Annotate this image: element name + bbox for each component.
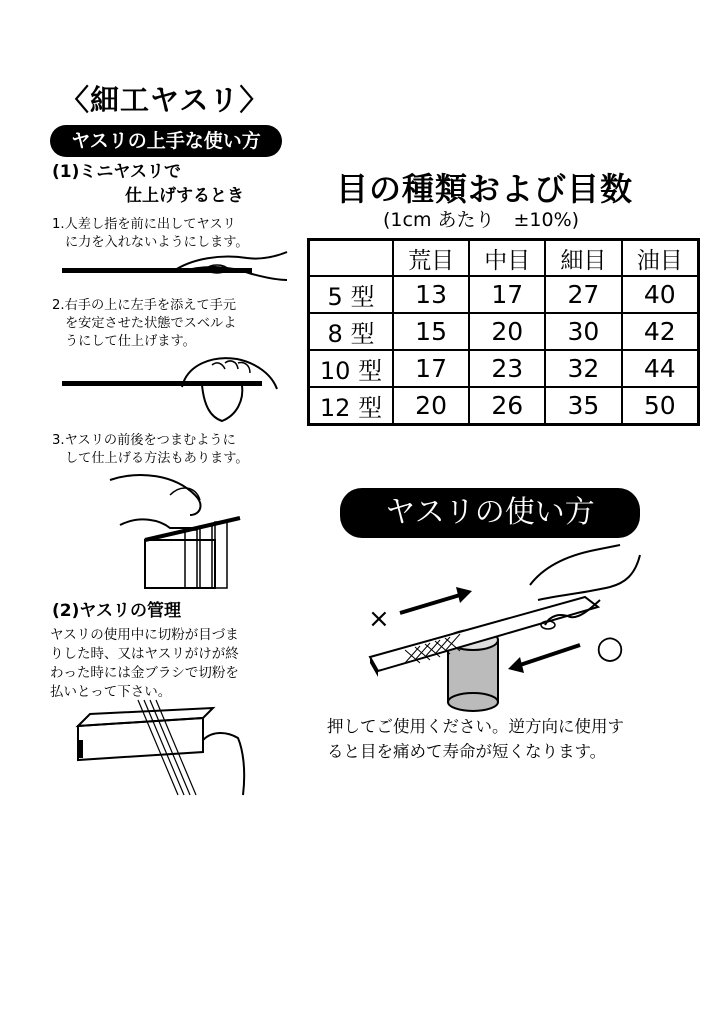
teeth-count-table <box>307 238 700 426</box>
table-cell: 20 <box>393 387 469 425</box>
step-3-line: して仕上げる方法もあります。 <box>65 451 249 466</box>
table-cell: 26 <box>469 387 545 425</box>
file-care-line: ヤスリの使用中に切粉が目づま <box>50 627 239 643</box>
section1-heading: (1)ミニヤスリで <box>52 162 182 182</box>
section1-heading-cont: 仕上げするとき <box>125 186 244 206</box>
table-header-cell <box>309 240 394 277</box>
table-cell: 17 <box>469 276 545 313</box>
step-3-text <box>52 432 249 468</box>
table-cell: 40 <box>622 276 699 313</box>
table-cell: 13 <box>393 276 469 313</box>
step-1-text <box>52 216 249 252</box>
teeth-table-subtitle: (1cm あたり ±10%) <box>383 209 580 231</box>
section-pill-how-to-use: ヤスリの使い方 <box>340 488 640 538</box>
table-row <box>309 350 699 387</box>
table-cell: 30 <box>545 313 621 350</box>
file-care-line: 払いとって下さい。 <box>50 684 172 700</box>
section-pill-how-to-use-well: ヤスリの上手な使い方 <box>50 125 282 157</box>
table-row <box>309 276 699 313</box>
table-cell: 20 <box>469 313 545 350</box>
teeth-table-title: 目の種類および目数 <box>336 170 634 208</box>
section2-heading: (2)ヤスリの管理 <box>52 601 182 621</box>
table-cell: 17 <box>393 350 469 387</box>
table-cell: 32 <box>545 350 621 387</box>
table-cell: 27 <box>545 276 621 313</box>
row-label: 10 型 <box>309 350 394 387</box>
table-cell: 15 <box>393 313 469 350</box>
table-cell: 44 <box>622 350 699 387</box>
illustration-two-hands-file <box>62 355 282 425</box>
wrong-direction-mark: × <box>368 604 390 634</box>
table-header-row <box>309 240 699 277</box>
page-title: 〈細工ヤスリ〉 <box>60 83 270 117</box>
table-cell: 35 <box>545 387 621 425</box>
table-cell: 42 <box>622 313 699 350</box>
file-care-text <box>50 626 239 702</box>
table-row <box>309 313 699 350</box>
table-cell: 50 <box>622 387 699 425</box>
table-header-cell: 荒目 <box>393 240 469 277</box>
usage-note-line: ると目を痛めて寿命が短くなります。 <box>327 742 607 761</box>
correct-direction-mark: ○ <box>596 628 624 666</box>
step-1-line: 1.人差し指を前に出してヤスリ <box>52 217 236 232</box>
illustration-finger-file <box>62 250 282 290</box>
illustration-pinch-file <box>100 470 260 590</box>
row-label: 5 型 <box>309 276 394 313</box>
step-2-line: を安定させた状態でスベルよ <box>65 316 237 331</box>
table-row <box>309 387 699 425</box>
step-2-text <box>52 297 236 351</box>
step-2-line: 2.右手の上に左手を添えて手元 <box>52 298 237 313</box>
step-2-line: うにして仕上げます。 <box>65 334 196 349</box>
usage-note <box>327 714 624 764</box>
table-header-cell: 中目 <box>469 240 545 277</box>
row-label: 12 型 <box>309 387 394 425</box>
file-care-line: わった時には金ブラシで切粉を <box>50 665 239 681</box>
step-1-line: に力を入れないようにします。 <box>65 235 249 250</box>
table-header-cell: 油目 <box>622 240 699 277</box>
file-care-line: りした時、又はヤスリがけが終 <box>50 646 239 662</box>
table-cell: 23 <box>469 350 545 387</box>
usage-note-line: 押してご使用ください。逆方向に使用す <box>327 717 624 736</box>
table-header-cell: 細目 <box>545 240 621 277</box>
illustration-brush-cleaning <box>78 700 248 800</box>
row-label: 8 型 <box>309 313 394 350</box>
step-3-line: 3.ヤスリの前後をつまむように <box>52 433 236 448</box>
